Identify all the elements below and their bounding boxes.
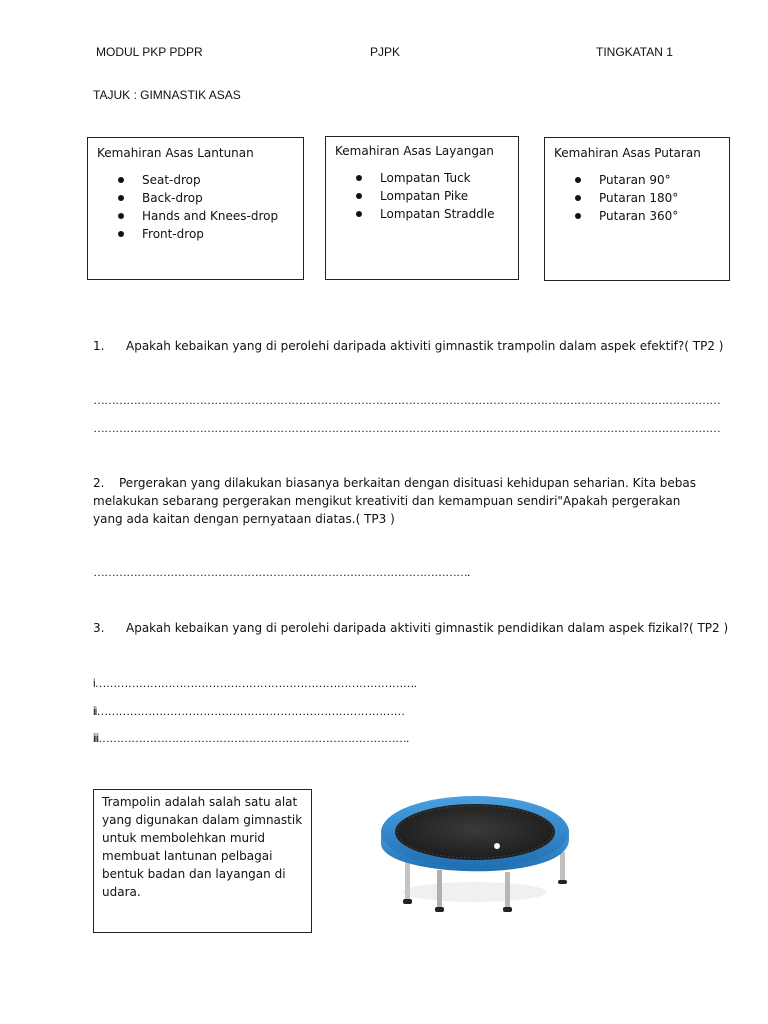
list-item: Seat-drop xyxy=(88,171,303,189)
skill-box-title: Kemahiran Asas Layangan xyxy=(335,144,494,158)
list-item: Lompatan Pike xyxy=(326,187,518,205)
question-1-text: Apakah kebaikan yang di perolehi daripada aktiviti gimnastik trampolin dalam aspek efektif?( TP2 ) xyxy=(126,339,724,353)
skill-box-lantunan xyxy=(87,137,304,280)
answer-line[interactable]: ……………………………………………………………………………………………………………………………………………………… xyxy=(93,421,720,435)
list-item: Hands and Knees-drop xyxy=(88,207,303,225)
list-item: Back-drop xyxy=(88,189,303,207)
list-item: Putaran 360° xyxy=(545,207,729,225)
list-item: Putaran 180° xyxy=(545,189,729,207)
question-3-number: 3. xyxy=(93,621,105,635)
list-item: Lompatan Tuck xyxy=(326,169,518,187)
question-2-line: Pergerakan yang dilakukan biasanya berkaitan dengan disituasi kehidupan seharian. Kita bebas xyxy=(119,476,696,490)
question-2-number: 2. xyxy=(93,476,105,490)
skill-box-title: Kemahiran Asas Putaran xyxy=(554,146,701,160)
skill-box-layangan xyxy=(325,136,519,280)
trampoline-image xyxy=(377,792,573,920)
skill-box-putaran xyxy=(544,137,730,281)
list-item: Front-drop xyxy=(88,225,303,243)
answer-line[interactable]: ……………………………………………………………………………………………………………………………………………………… xyxy=(93,393,720,407)
list-item: Lompatan Straddle xyxy=(326,205,518,223)
module-label: MODUL PKP PDPR xyxy=(96,45,203,59)
question-1-number: 1. xyxy=(93,339,105,353)
question-2-line: yang ada kaitan dengan pernyataan diatas.( TP3 ) xyxy=(93,512,395,526)
level-label: TINGKATAN 1 xyxy=(596,45,673,59)
topic-title: TAJUK : GIMNASTIK ASAS xyxy=(93,88,241,102)
question-2-line: melakukan sebarang pergerakan mengikut kreativiti dan kemampuan sendiri"Apakah pergerakan xyxy=(93,494,681,508)
list-item: Putaran 90° xyxy=(545,171,729,189)
answer-line-i[interactable]: i……………………………………………………………………………. xyxy=(93,676,416,690)
answer-line-ii[interactable]: ii………………………………………………………………………… xyxy=(93,704,405,718)
info-box: Trampolin adalah salah satu alat yang digunakan dalam gimnastik untuk membolehkan murid membuat lantunan pelbagai bentuk badan dan layangan di udara. xyxy=(93,789,312,933)
question-3-text: Apakah kebaikan yang di perolehi daripada aktiviti gimnastik pendidikan dalam aspek fizikal?( TP2 ) xyxy=(126,621,729,635)
answer-line[interactable]: …………………………………………………………………………………………. xyxy=(93,565,470,579)
subject-label: PJPK xyxy=(370,45,401,59)
answer-line-iii[interactable]: iii…………………………………………………………………………. xyxy=(93,731,409,745)
skill-box-title: Kemahiran Asas Lantunan xyxy=(97,146,254,160)
